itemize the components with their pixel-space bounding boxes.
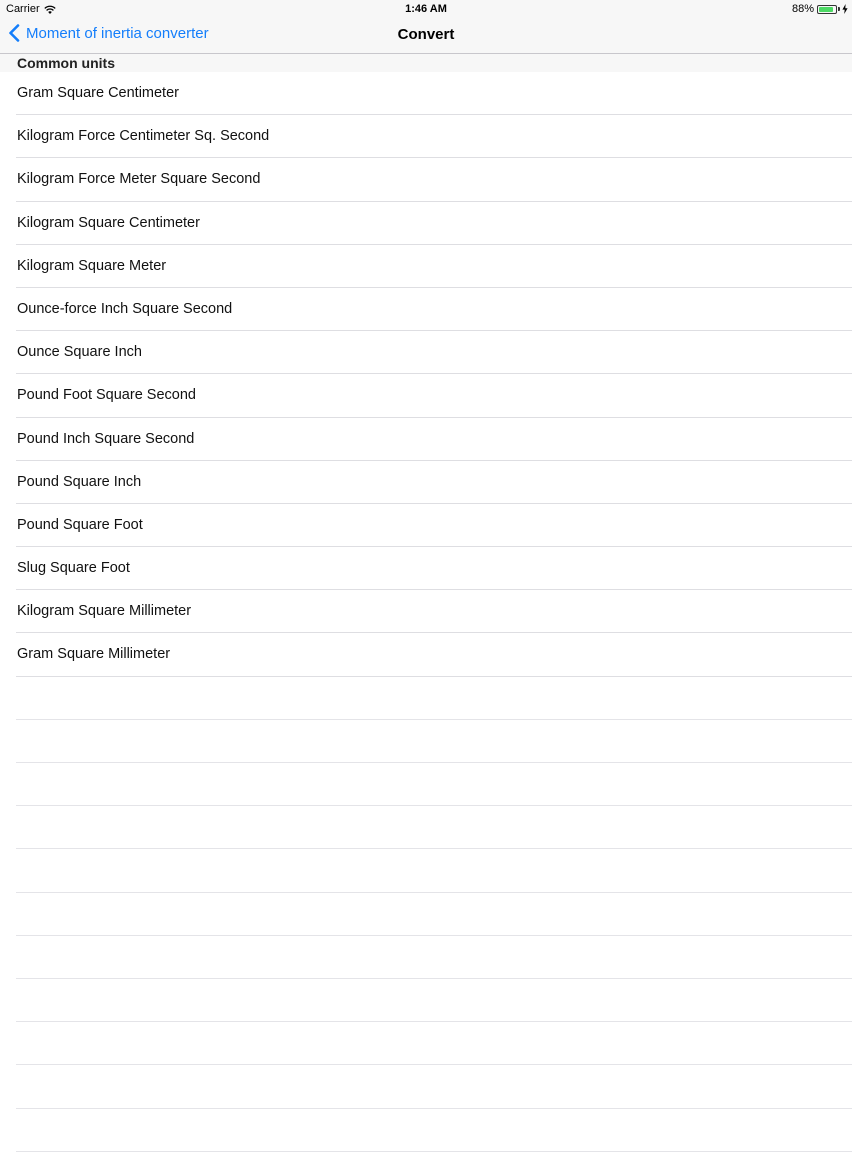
empty-row: [0, 936, 852, 979]
empty-row: [0, 806, 852, 849]
list-item-label: Gram Square Centimeter: [17, 85, 179, 101]
empty-row: [0, 677, 852, 720]
navigation-bar: [0, 18, 852, 53]
list-item-label: Kilogram Force Meter Square Second: [17, 171, 261, 188]
empty-row: [0, 979, 852, 1022]
list-item-label: Ounce Square Inch: [17, 344, 142, 361]
empty-row: [0, 720, 852, 763]
list-item[interactable]: [0, 547, 852, 590]
empty-row: [0, 763, 852, 806]
list-item[interactable]: [0, 633, 852, 676]
list-item[interactable]: [0, 72, 852, 115]
list-item-label: Slug Square Foot: [17, 560, 130, 577]
list-item[interactable]: [0, 504, 852, 547]
list-item-label: Pound Square Inch: [17, 473, 142, 490]
list-item[interactable]: [0, 418, 852, 461]
list-item[interactable]: [0, 158, 852, 201]
status-time: 1:46 AM: [405, 3, 447, 15]
battery-group: [792, 3, 848, 15]
list-item[interactable]: [0, 331, 852, 374]
empty-row: [0, 893, 852, 936]
battery-percentage: 88%: [791, 3, 814, 15]
section-header-label: Common units: [17, 55, 115, 71]
list-item[interactable]: [0, 374, 852, 417]
top-bar: [0, 0, 852, 54]
battery-icon: [817, 5, 837, 14]
list-item[interactable]: [0, 590, 852, 633]
empty-row: [0, 1065, 852, 1108]
list-item-label: Kilogram Square Millimeter: [17, 603, 192, 620]
list-item-label: Ounce-force Inch Square Second: [17, 300, 233, 317]
list-item-label: Pound Inch Square Second: [17, 430, 195, 447]
unit-list: [0, 72, 852, 1152]
empty-row: [0, 1022, 852, 1065]
list-item-label: Pound Foot Square Second: [17, 387, 196, 404]
empty-row: [0, 1109, 852, 1152]
list-item[interactable]: [0, 461, 852, 504]
list-item-label: Gram Square Millimeter: [17, 646, 171, 663]
page-title: Convert: [397, 26, 455, 43]
battery-level: [819, 7, 833, 12]
empty-row: [0, 849, 852, 892]
status-bar: [0, 0, 852, 18]
carrier-label: Carrier: [6, 3, 40, 15]
charging-bolt-icon: [842, 4, 848, 14]
list-item[interactable]: [0, 115, 852, 158]
list-item[interactable]: [0, 245, 852, 288]
back-label: Moment of inertia converter: [26, 24, 209, 42]
list-item-label: Kilogram Force Centimeter Sq. Second: [17, 128, 270, 145]
list-item[interactable]: [0, 202, 852, 245]
list-item-label: Pound Square Foot: [17, 516, 143, 533]
list-item[interactable]: [0, 288, 852, 331]
battery-cap: [838, 7, 840, 11]
section-header: [0, 54, 852, 72]
list-item-label: Kilogram Square Meter: [17, 257, 167, 274]
list-item-label: Kilogram Square Centimeter: [17, 214, 200, 231]
